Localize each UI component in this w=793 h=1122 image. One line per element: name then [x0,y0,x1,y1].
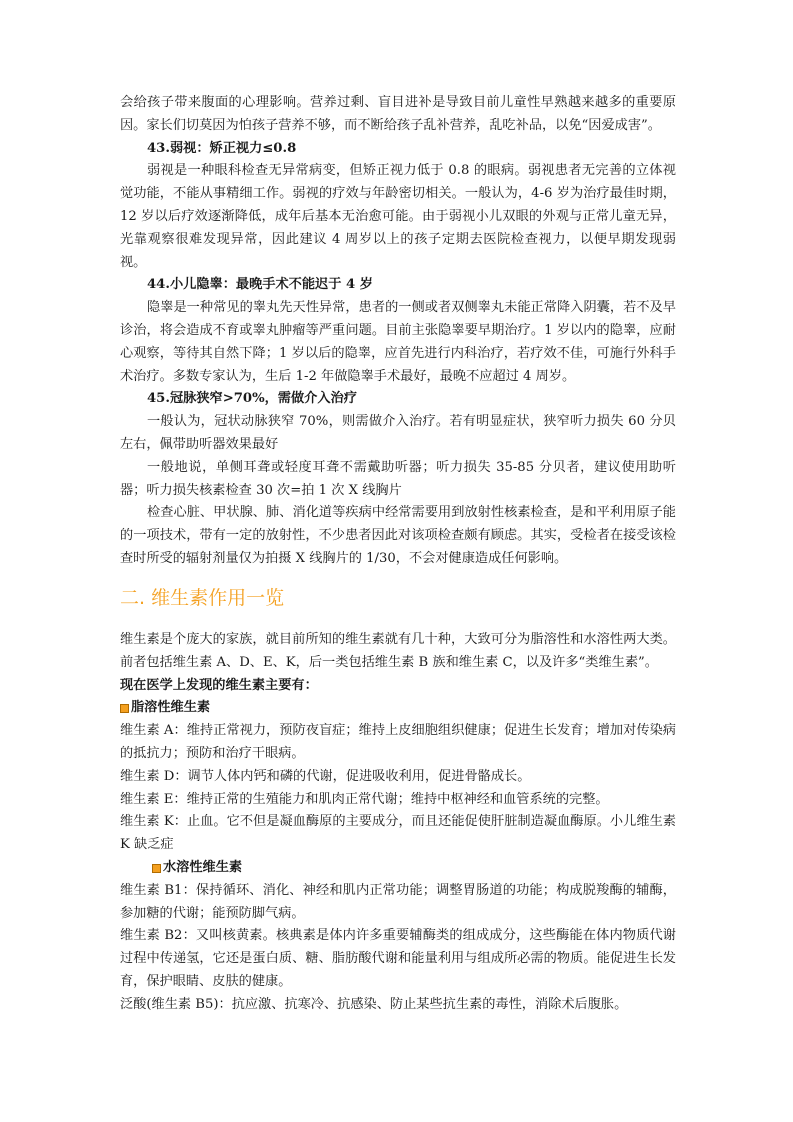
vitamin-b5-item: 泛酸(维生素 B5)：抗应激、抗寒冷、抗感染、防止某些抗生素的毒性，消除术后腹胀。 [120,996,628,1012]
vitamin-a-item: 维生素 A：维持正常视力，预防夜盲症；维持上皮细胞组织健康；促进生长发育；增加对传染病的抵抗力；预防和治疗干眼病。 [120,723,676,761]
item-45-text-2: 一般地说，单侧耳聋或轻度耳聋不需戴助听器；听力损失 35-85 分贝者，建议使用助听器；听力损失核素检查 30 次=拍 1 次 X 线胸片 [120,459,676,498]
vitamin-k-item: 维生素 K：止血。它不但是凝血酶原的主要成分，而且还能促使肝脏制造凝血酶原。小儿维生素 K 缺乏症 [120,814,676,853]
vitamin-e-item: 维生素 E：维持正常的生殖能力和肌肉正常代谢；维持中枢神经和血管系统的完整。 [120,791,609,807]
vitamin-b1-item: 维生素 B1：保持循环、消化、神经和肌内正常功能；调整胃肠道的功能；构成脱羧酶的辅酶，参加糖的代谢；能预防脚气病。 [120,882,676,921]
discovered-heading: 现在医学上发现的维生素主要有： [120,677,318,693]
fat-soluble-heading [120,697,676,720]
orange-square-bullet-icon [152,864,161,873]
vitamin-b2-item: 维生素 B2：又叫核黄素。核典素是体内许多重要辅酶类的组成成分，这些酶能在体内物质代谢过程中传递氢，它还是蛋白质、糖、脂肪酸代谢和能量利用与组成所必需的物质。能促进生长发育，保护眼睛、皮肤的健康。 [120,928,676,989]
health-article-section [120,92,676,571]
continuation-paragraph: 会给孩子带来腹面的心理影响。营养过剩、盲目进补是导致目前儿童性早熟越来越多的重要原因。家长们切莫因为怕孩子营养不够，而不断给孩子乱补营养，乱吃补品，以免“因爱成害”。 [120,95,676,133]
item-43-heading: 43.弱视：矫正视力≤0.8 [147,140,297,156]
item-44-heading: 44.小儿隐睾：最晚手术不能迟于 4 岁 [147,277,373,293]
vitamin-section [120,629,676,1017]
vitamin-d-item: 维生素 D：调节人体内钙和磷的代谢，促进吸收利用，促进骨骼成长。 [120,768,531,784]
item-45-text-3: 检查心脏、甲状腺、肺、消化道等疾病中经常需要用到放射性核素检查，是和平利用原子能的一项技术，带有一定的放射性，不少患者因此对该项检查颇有顾虑。其实，受检者在接受该检查时所受的辐射剂量仅为拍摄 X 线胸片的 1/30，不会对健康造成任何影响。 [120,505,676,566]
water-soluble-heading-label: 水溶性维生素 [163,859,243,875]
item-44-text: 隐睾是一种常见的睾丸先天性异常，患者的一侧或者双侧睾丸未能正常降入阴囊，若不及早诊治，将会造成不育或睾丸肿瘤等严重问题。目前主张隐睾要早期治疗。1 岁以内的隐睾，应耐心观察，等待其自然下降；1 岁以后的隐睾，应首先进行内科治疗，若疗效不佳，可施行外科手术治疗。多数专家认为，生后 1-2 年做隐睾手术最好，最晚不应超过 4 周岁。 [120,300,676,384]
item-45-heading: 45.冠脉狭窄>70%，需做介入治疗 [147,391,357,407]
vitamin-intro: 维生素是个庞大的家族，就目前所知的维生素就有几十种，大致可分为脂溶性和水溶性两大类。前者包括维生素 A、D、E、K，后一类包括维生素 B 族和维生素 C，以及许多“类维生素”。 [120,632,676,670]
orange-square-bullet-icon [120,704,129,713]
fat-soluble-heading-label: 脂溶性维生素 [131,700,211,716]
section-title: 二. 维生素作用一览 [120,587,285,609]
water-soluble-heading [120,857,676,880]
item-43-text: 弱视是一种眼科检查无异常病变，但矫正视力低于 0.8 的眼病。弱视患者无完善的立体视觉功能，不能从事精细工作。弱视的疗效与年龄密切相关。一般认为，4-6 岁为治疗最佳时期，12 岁以后疗效逐渐降低，成年后基本无治愈可能。由于弱视小儿双眼的外观与正常儿童无异，光靠观察很难发现异常，因此建议 4 周岁以上的孩子定期去医院检查视力，以便早期发现弱视。 [120,163,676,270]
item-45-text-1: 一般认为，冠状动脉狭窄 70%，则需做介入治疗。若有明显症状，狭窄听力损失 60 分贝左右，佩带助听器效果最好 [120,414,676,452]
